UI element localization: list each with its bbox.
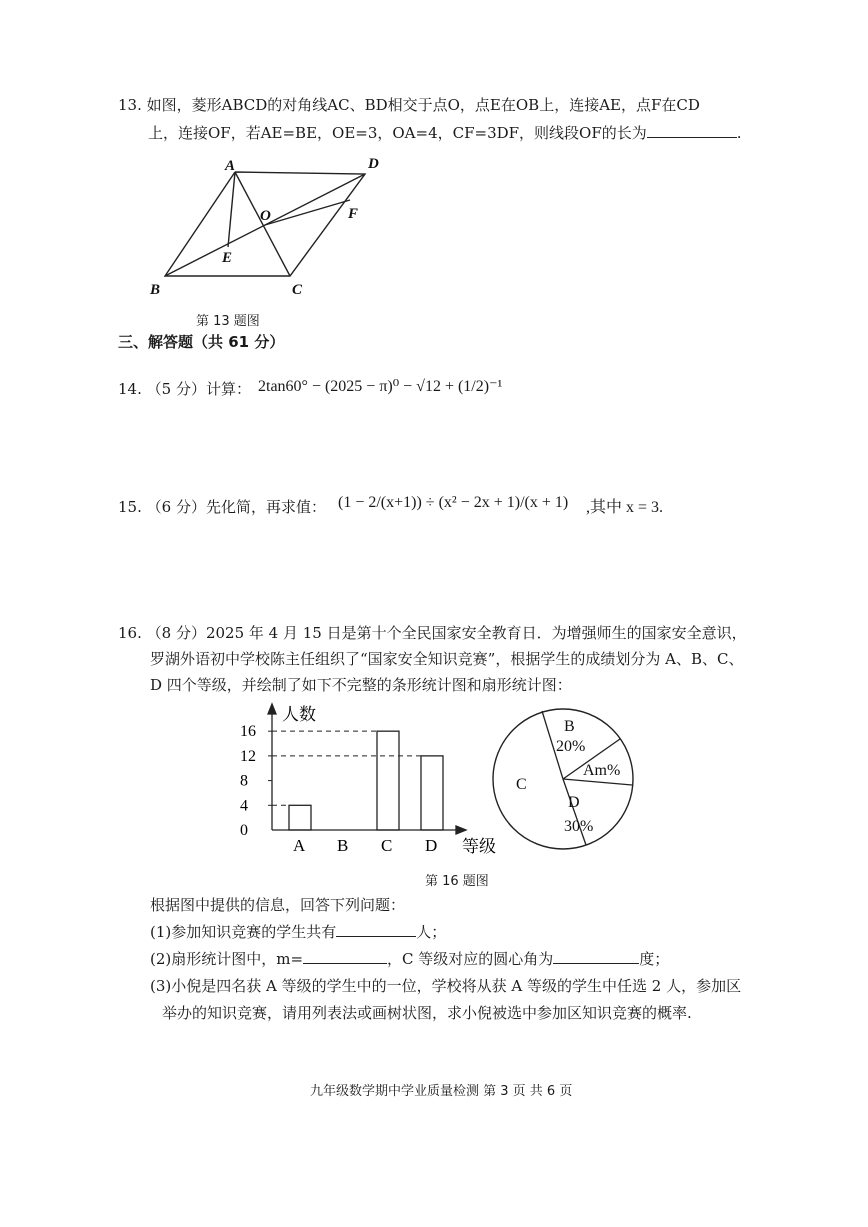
q13-period: . — [736, 124, 742, 142]
q16-text-3: D 四个等级，并绘制了如下不完整的条形统计图和扇形统计图： — [150, 676, 572, 694]
answer-blank-m[interactable] — [303, 949, 387, 964]
label-c: C — [292, 282, 303, 298]
q16-sub1-text: (1)参加知识竞赛的学生共有 — [150, 923, 337, 941]
q16-sub3-line2: 举办的知识竞赛，请用列表法或画树状图，求小倪被选中参加区知识竞赛的概率. — [162, 1004, 692, 1022]
q16-sub3-line1: (3)小倪是四名获 A 等级的学生中的一位，学校将从获 A 等级的学生中任选 2 人，参加区 — [150, 977, 742, 995]
pie-label-c: C — [516, 776, 527, 793]
q16-sub2 — [150, 948, 669, 970]
x-axis-label: 等级 — [462, 837, 496, 856]
q13-text-2: 上，连接OF，若AE=BE，OE=3，OA=4，CF=3DF，则线段OF的长为 — [148, 124, 647, 142]
q14-number: 14. — [118, 380, 142, 398]
pie-label-d: D — [568, 794, 580, 811]
pie-pct-b: 20% — [556, 738, 586, 755]
pie-pct-d: 30% — [564, 818, 594, 835]
y-axis-label: 人数 — [282, 705, 316, 724]
q13-line2 — [148, 122, 742, 144]
y-axis-arrow — [268, 704, 276, 714]
q16-sub2-text-b: ，C 等级对应的圆心角为 — [387, 950, 554, 968]
q15-line — [118, 496, 326, 518]
y-tick-label: 0 — [240, 822, 248, 839]
label-d: D — [368, 156, 379, 172]
x-tick-label-d: D — [425, 836, 438, 855]
answer-blank[interactable] — [647, 123, 737, 138]
q16-text-2: 罗湖外语初中学校陈主任组织了“国家安全知识竞赛”，根据学生的成绩划分为 A、B、C、 — [150, 650, 744, 668]
bar-d — [421, 756, 443, 830]
q15-number: 15. — [118, 498, 142, 516]
bar-c — [377, 731, 399, 830]
bar-chart — [240, 700, 510, 860]
x-tick-label-c: C — [381, 836, 393, 855]
q14-expression: 2tan60° − (2025 − π)⁰ − √12 + (1/2)⁻¹ — [258, 378, 503, 395]
q16-sub1 — [150, 921, 446, 943]
diagonal-ac — [235, 172, 290, 276]
q15-text: （6 分）先化简，再求值： — [146, 498, 326, 516]
q13-line1 — [118, 94, 700, 116]
q16-intro: 根据图中提供的信息，回答下列问题： — [150, 896, 406, 914]
segment-ae — [228, 172, 235, 247]
label-o: O — [260, 208, 271, 224]
y-tick-label: 16 — [240, 723, 256, 741]
q13-caption: 第 13 题图 — [196, 314, 260, 329]
answer-blank-angle[interactable] — [553, 949, 639, 964]
pie-label-b: B — [564, 718, 575, 735]
pie-divider-dc — [563, 779, 586, 845]
q13-number: 13. — [118, 96, 142, 114]
q16-sub1-end: 人； — [416, 923, 447, 941]
answer-blank-total[interactable] — [336, 922, 416, 937]
y-tick-label: 12 — [240, 747, 256, 765]
q15-tail: ,其中 x = 3. — [586, 499, 664, 516]
page-footer: 九年级数学期中学业质量检测 第 3 页 共 6 页 — [310, 1084, 573, 1099]
pie-divider-ad — [563, 779, 632, 785]
y-tick-label: 8 — [240, 772, 248, 790]
q13-text-1: 如图，菱形ABCD的对角线AC、BD相交于点O，点E在OB上，连接AE，点F在CD — [146, 96, 700, 114]
pie-chart — [486, 705, 641, 855]
q16-number: 16. — [118, 624, 142, 642]
label-a: A — [225, 158, 236, 174]
q15-expression: (1 − 2/(x+1)) ÷ (x² − 2x + 1)/(x + 1) — [338, 494, 569, 511]
q16-caption: 第 16 题图 — [425, 874, 489, 889]
q13-rhombus-figure — [140, 150, 390, 310]
q16-sub2-text-a: (2)扇形统计图中，m= — [150, 950, 304, 968]
label-f: F — [348, 206, 359, 222]
label-b: B — [150, 282, 161, 298]
q14-line — [118, 378, 251, 400]
bar-a — [289, 805, 311, 830]
section-title: 三、解答题（共 61 分） — [118, 333, 285, 351]
x-tick-label-a: A — [293, 836, 306, 855]
q16-text-1: （8 分）2025 年 4 月 15 日是第十个全民国家安全教育日．为增强师生的国家安全意识， — [146, 624, 747, 642]
x-axis-arrow — [456, 826, 466, 834]
q16-sub2-end: 度； — [639, 950, 670, 968]
pie-label-a: Am% — [583, 762, 621, 779]
q14-text: （5 分）计算： — [146, 380, 251, 398]
label-e: E — [222, 250, 233, 266]
x-tick-label-b: B — [337, 836, 349, 855]
q16-line1 — [118, 622, 747, 644]
y-tick-label: 4 — [240, 797, 248, 815]
